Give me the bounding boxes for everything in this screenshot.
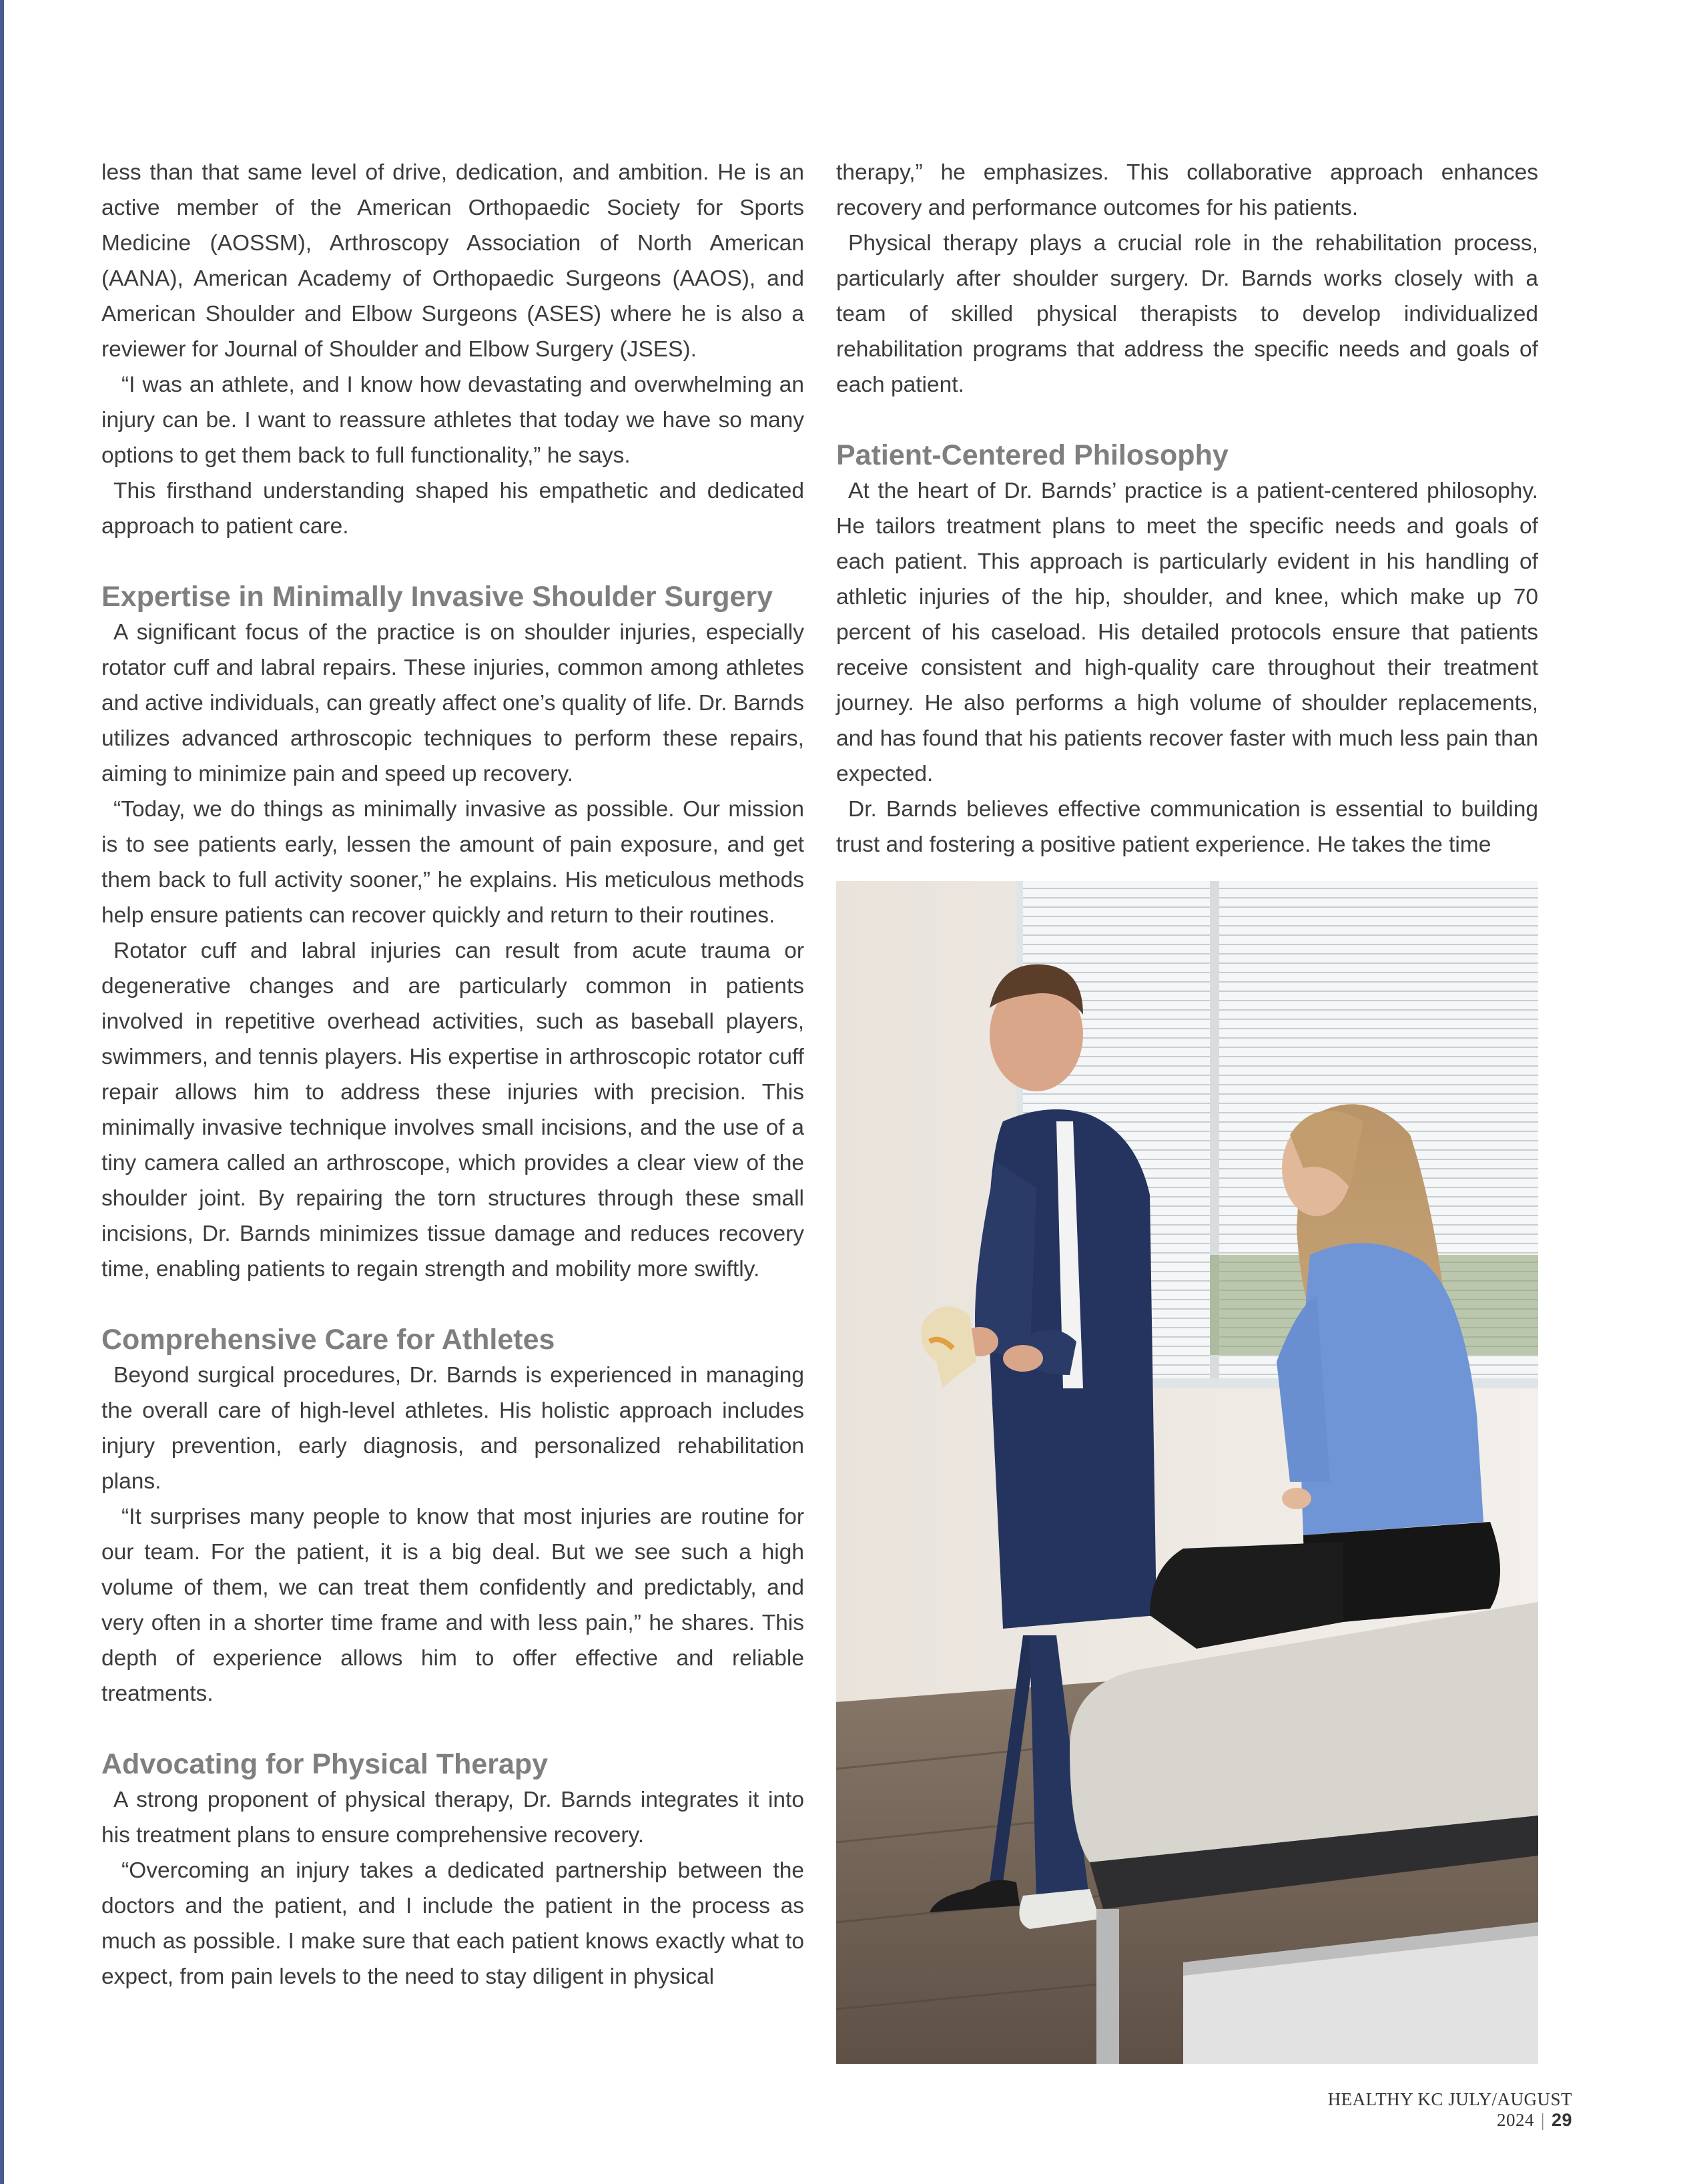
body-paragraph: Rotator cuff and labral injuries can result from acute trauma or degenerative changes and are particularly common in patients involved in repetitive overhead activities, such as baseball players, swimmers, and tennis players. His expertise in arthroscopic rotator cuff repair allows him to address these injuries with precision. This minimally invasive technique involves small incisions, and the use of a tiny camera called an arthroscope, which provides a clear view of the shoulder joint. By repairing the torn structures through these small incisions, Dr. Barnds minimizes tissue damage and reduces recovery time, enabling patients to regain strength and mobility more swiftly. <box>101 938 804 1282</box>
body-paragraph: A strong proponent of physical therapy, Dr. Barnds integrates it into his treatment plans to ensure comprehensive recovery. <box>101 1788 804 1848</box>
section-heading-physical-therapy: Advocating for Physical Therapy <box>101 1748 549 1780</box>
body-paragraph: A significant focus of the practice is on shoulder injuries, especially rotator cuff and labral repairs. These injuries, common among athletes and active individuals, can greatly affect one’s quality of life. Dr. Barnds utilizes advanced arthroscopic techniques to perform these repairs, aiming to minimize pain and speed up recovery. <box>101 620 804 786</box>
photo-illustration <box>836 881 1538 2064</box>
section-heading-patient-centered: Patient-Centered Philosophy <box>836 439 1229 471</box>
left-column <box>101 155 804 1994</box>
body-paragraph: This firsthand understanding shaped his empathetic and dedicated approach to patient care. <box>101 479 804 539</box>
body-paragraph: “Overcoming an injury takes a dedicated partnership between the doctors and the patient, and I include the patient in the process as much as possible. I make sure that each patient knows exactly what to expect, from pain levels to the need to stay diligent in physical <box>101 1858 804 1989</box>
body-paragraph: therapy,” he emphasizes. This collaborative approach enhances recovery and performance outcomes for his patients. <box>836 160 1538 220</box>
body-paragraph: At the heart of Dr. Barnds’ practice is a patient-centered philosophy. He tailors treatment plans to meet the specific needs and goals of each patient. This approach is particularly evident in his handling of athletic injuries of the hip, shoulder, and knee, which make up 70 percent of his caseload. His detailed protocols ensure that patients receive consistent and high-quality care throughout their treatment journey. He also performs a high volume of shoulder replacements, and has found that his patients recover faster with much less pain than expected. <box>836 479 1538 786</box>
footer-separator: | <box>1541 2110 1545 2130</box>
body-paragraph: less than that same level of drive, dedication, and ambition. He is an active member of the American Orthopaedic Society for Sports Medicine (AOSSM), Arthroscopy Association of North American (AANA), American Academy of Orthopaedic Surgeons (AAOS), and American Shoulder and Elbow Surgeons (ASES) where he is also a reviewer for Journal of Shoulder and Elbow Surgery (JSES). <box>101 160 804 362</box>
body-paragraph: “It surprises many people to know that most injuries are routine for our team. For the patient, it is a big deal. But we see such a high volume of them, we can treat them confidently and predictably, and very often in a shorter time frame and with less pain,” he shares. This depth of experience allows him to offer effective and reliable treatments. <box>101 1505 804 1706</box>
body-paragraph: Beyond surgical procedures, Dr. Barnds is experienced in managing the overall care of high-level athletes. His holistic approach includes injury prevention, early diagnosis, and personalized rehabilitation plans. <box>101 1363 804 1494</box>
page-footer <box>1252 2089 1572 2131</box>
body-paragraph: Dr. Barnds believes effective communication is essential to building trust and fostering a positive patient experience. He takes the time <box>836 797 1538 857</box>
section-heading-comprehensive-care: Comprehensive Care for Athletes <box>101 1324 555 1356</box>
body-paragraph: Physical therapy plays a crucial role in the rehabilitation process, particularly after shoulder surgery. Dr. Barnds works closely with a team of skilled physical therapists to develop individualized rehabilitation programs that address the specific needs and goals of each patient. <box>836 231 1538 397</box>
section-heading-expertise: Expertise in Minimally Invasive Shoulder Surgery <box>101 581 773 613</box>
doctor-patient-photo <box>836 881 1538 2064</box>
publication-name: HEALTHY KC <box>1327 2089 1443 2109</box>
issue-date: JULY/AUGUST 2024 <box>1448 2089 1572 2130</box>
page-edge-bar <box>0 0 4 2184</box>
body-paragraph: “I was an athlete, and I know how devastating and overwhelming an injury can be. I want to reassure athletes that today we have so many options to get them back to full functionality,” he says. <box>101 372 804 468</box>
page-number: 29 <box>1551 2110 1572 2130</box>
body-paragraph: “Today, we do things as minimally invasive as possible. Our mission is to see patients early, lessen the amount of pain exposure, and get them back to full activity sooner,” he explains. His meticulous methods help ensure patients can recover quickly and return to their routines. <box>101 797 804 928</box>
right-column <box>836 155 1538 862</box>
